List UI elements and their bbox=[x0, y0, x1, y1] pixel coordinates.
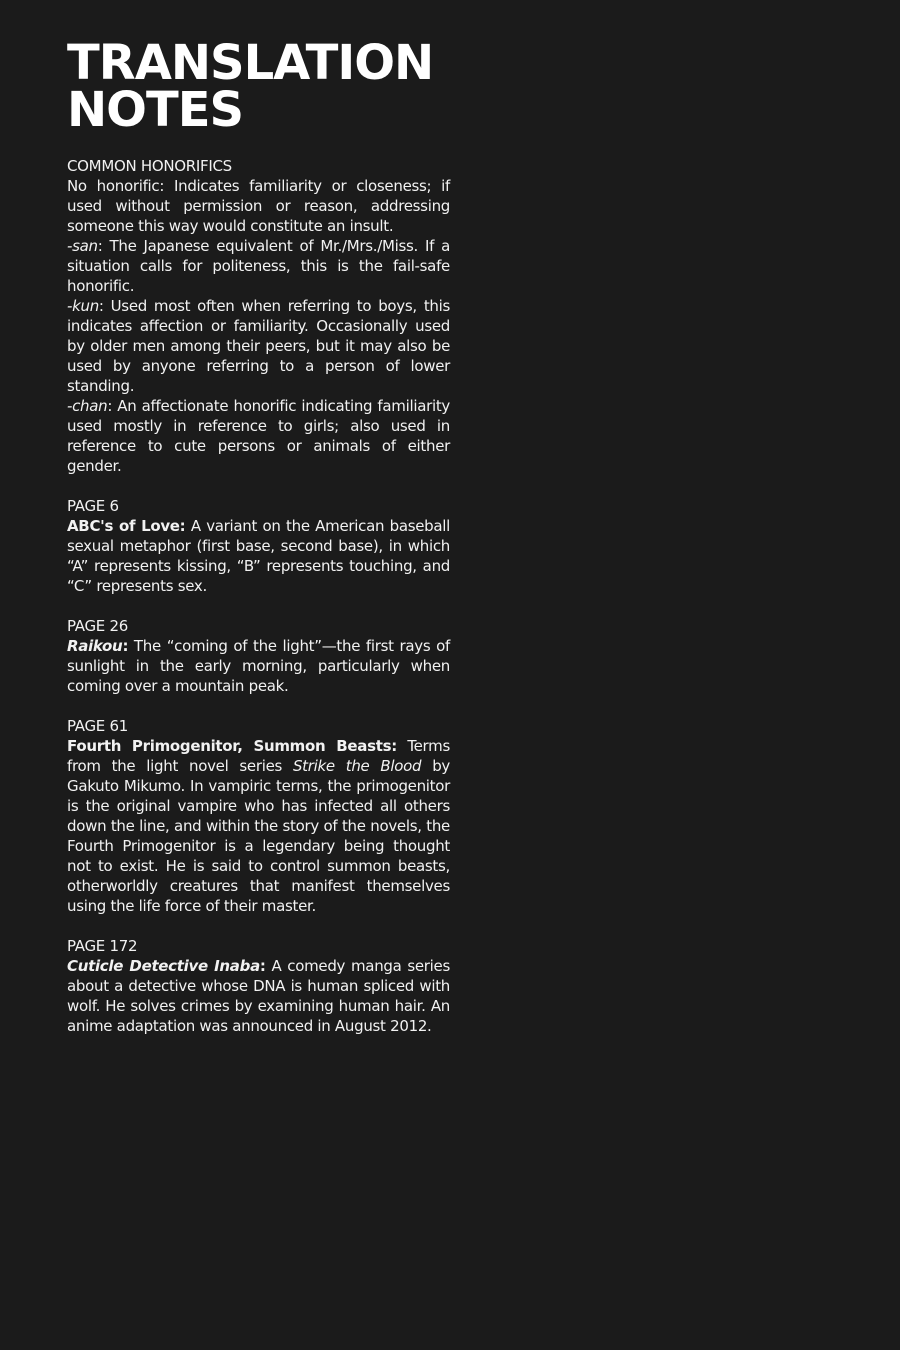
chan-term: -chan bbox=[67, 397, 108, 415]
san-entry bbox=[67, 236, 450, 296]
page-title-line-1: TRANSLATION bbox=[67, 35, 434, 91]
page-61-work-title: Strike the Blood bbox=[292, 757, 422, 775]
page-172-section bbox=[67, 936, 450, 1036]
kun-entry bbox=[67, 296, 450, 396]
kun-definition: : Used most often when referring to boys, this indicates affection or familiarity. Occasionally used by older men among their peers, but it may also be used by anyone referring to a person of lower standing. bbox=[67, 297, 450, 395]
chan-definition: : An affectionate honorific indicating familiarity used mostly in reference to girls; also used in reference to cute persons or animals of either gender. bbox=[67, 397, 450, 475]
page-6-heading: PAGE 6 bbox=[67, 497, 119, 515]
page-26-entry bbox=[67, 636, 450, 696]
page-61-entry bbox=[67, 736, 450, 916]
page-172-colon: : bbox=[259, 957, 266, 975]
page-title bbox=[67, 35, 450, 138]
page-6-section bbox=[67, 496, 450, 596]
page-172-term: Cuticle Detective Inaba bbox=[67, 957, 260, 975]
page-26-colon: : bbox=[122, 637, 129, 655]
page-title-line-2: NOTES bbox=[67, 82, 244, 138]
page-26-section bbox=[67, 616, 450, 696]
page-172-heading: PAGE 172 bbox=[67, 937, 138, 955]
page-61-heading: PAGE 61 bbox=[67, 717, 128, 735]
honorifics-heading: COMMON HONORIFICS bbox=[67, 157, 232, 175]
page-26-term: Raikou bbox=[67, 637, 123, 655]
page-172-definition: A comedy manga series about a detective whose DNA is human spliced with wolf. He solves crimes by examining human hair. An anime adaptation was announced in August 2012. bbox=[67, 957, 450, 1035]
chan-entry bbox=[67, 396, 450, 476]
page-61-term: Fourth Primogenitor, Summon Beasts: bbox=[67, 737, 397, 755]
honorifics-section bbox=[67, 156, 450, 476]
san-definition: : The Japanese equivalent of Mr./Mrs./Miss. If a situation calls for politeness, this is the fail-safe honorific. bbox=[67, 237, 450, 295]
page-6-entry bbox=[67, 516, 450, 596]
page-61-definition-start: Terms from the light novel series bbox=[67, 737, 450, 775]
page-26-definition: The “coming of the light”—the first rays of sunlight in the early morning, particularly when coming over a mountain peak. bbox=[67, 637, 450, 695]
kun-term: -kun bbox=[67, 297, 99, 315]
page-6-term: ABC's of Love: bbox=[67, 517, 186, 535]
page-172-entry bbox=[67, 956, 450, 1036]
page-26-heading: PAGE 26 bbox=[67, 617, 128, 635]
page-61-definition-end: by Gakuto Mikumo. In vampiric terms, the primogenitor is the original vampire who has infected all others down the line, and within the story of the novels, the Fourth Primogenitor is a legendary being thought not to exist. He is said to control summon beasts, otherworldly creatures that manifest themselves using the life force of their master. bbox=[67, 757, 450, 915]
translation-notes-page bbox=[67, 35, 450, 1036]
notes-content bbox=[67, 156, 450, 1036]
san-term: -san bbox=[67, 237, 98, 255]
no-honorific-entry: No honorific: Indicates familiarity or closeness; if used without permission or reason, addressing someone this way would constitute an insult. bbox=[67, 177, 450, 235]
page-6-definition: A variant on the American baseball sexual metaphor (first base, second base), in which “A” represents kissing, “B” represents touching, and “C” represents sex. bbox=[67, 517, 450, 595]
page-61-section bbox=[67, 716, 450, 916]
